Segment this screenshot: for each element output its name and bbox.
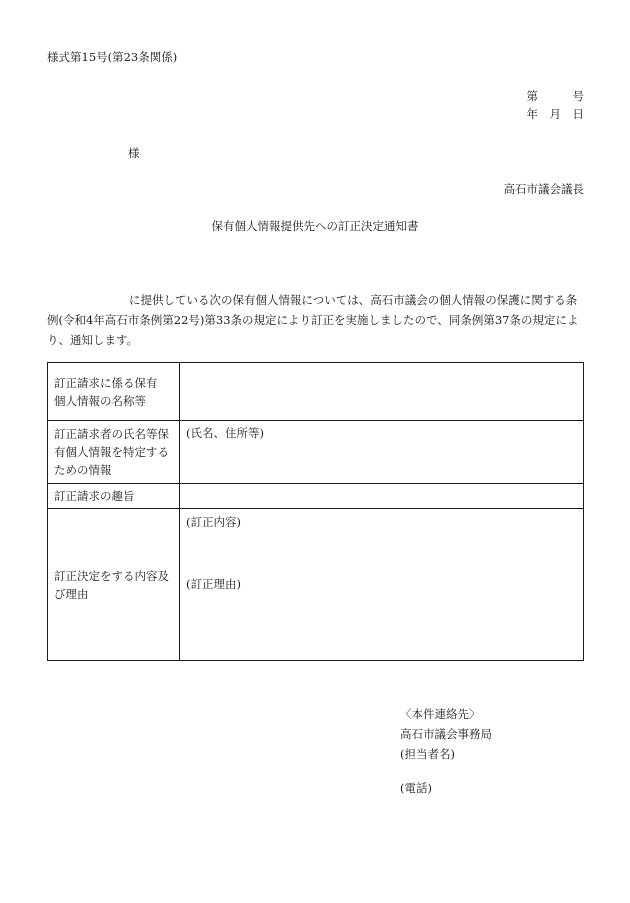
document-title: 保有個人情報提供先への訂正決定通知書 — [211, 219, 419, 233]
table-row — [48, 363, 584, 421]
form-number: 様式第15号(第23条関係) — [47, 50, 178, 64]
label-line: び理由 — [54, 586, 89, 601]
field-request-purpose[interactable] — [180, 484, 584, 509]
body-line-1 — [47, 290, 587, 310]
field-decision-details[interactable] — [180, 509, 584, 661]
row-label-request-purpose: 訂正請求の趣旨 — [48, 484, 180, 509]
row-label-requester-info — [48, 421, 180, 484]
body-line-3: り、通知します。 — [47, 333, 139, 347]
contact-heading: 〈本件連絡先〉 — [400, 707, 481, 721]
label-line: 個人情報の名称等 — [54, 393, 146, 408]
table-row — [48, 421, 584, 484]
label-line: 訂正請求に係る保有 — [54, 375, 158, 390]
correction-info-table — [47, 362, 584, 661]
recipient-honorific: 様 — [128, 146, 140, 160]
contact-office: 高石市議会事務局 — [400, 727, 492, 741]
field-requester-info[interactable] — [180, 421, 584, 484]
body-line-1-text: に提供している次の保有個人情報については、高石市議会の個人情報の保護に関する条 — [129, 293, 578, 307]
issuer-title: 高石市議会議長 — [503, 182, 584, 196]
label-line: ための情報 — [54, 463, 112, 477]
label-line: 訂正決定をする内容及 — [54, 568, 169, 583]
field-hint-correction-reason: (訂正理由) — [186, 577, 241, 591]
table-row — [48, 509, 584, 661]
label-line: 有個人情報を特定する — [54, 445, 169, 459]
row-label-info-name — [48, 363, 180, 421]
document-number: 第 号 — [526, 89, 584, 103]
table-row — [48, 484, 584, 509]
label-line: 訂正請求者の氏名等保 — [54, 427, 169, 441]
body-paragraph — [47, 290, 587, 350]
contact-block — [400, 704, 492, 798]
field-hint: (氏名、住所等) — [186, 426, 264, 440]
document-date: 年 月 日 — [526, 107, 584, 121]
contact-person: (担当者名) — [400, 747, 455, 761]
field-info-name[interactable] — [180, 363, 584, 421]
row-label-decision-details — [48, 509, 180, 661]
body-line-2: 例(令和4年高石市条例第22号)第33条の規定により訂正を実施しましたので、同条例第37条の規定によ — [47, 313, 579, 327]
contact-phone: (電話) — [400, 781, 432, 795]
field-hint-correction-content: (訂正内容) — [186, 515, 241, 529]
